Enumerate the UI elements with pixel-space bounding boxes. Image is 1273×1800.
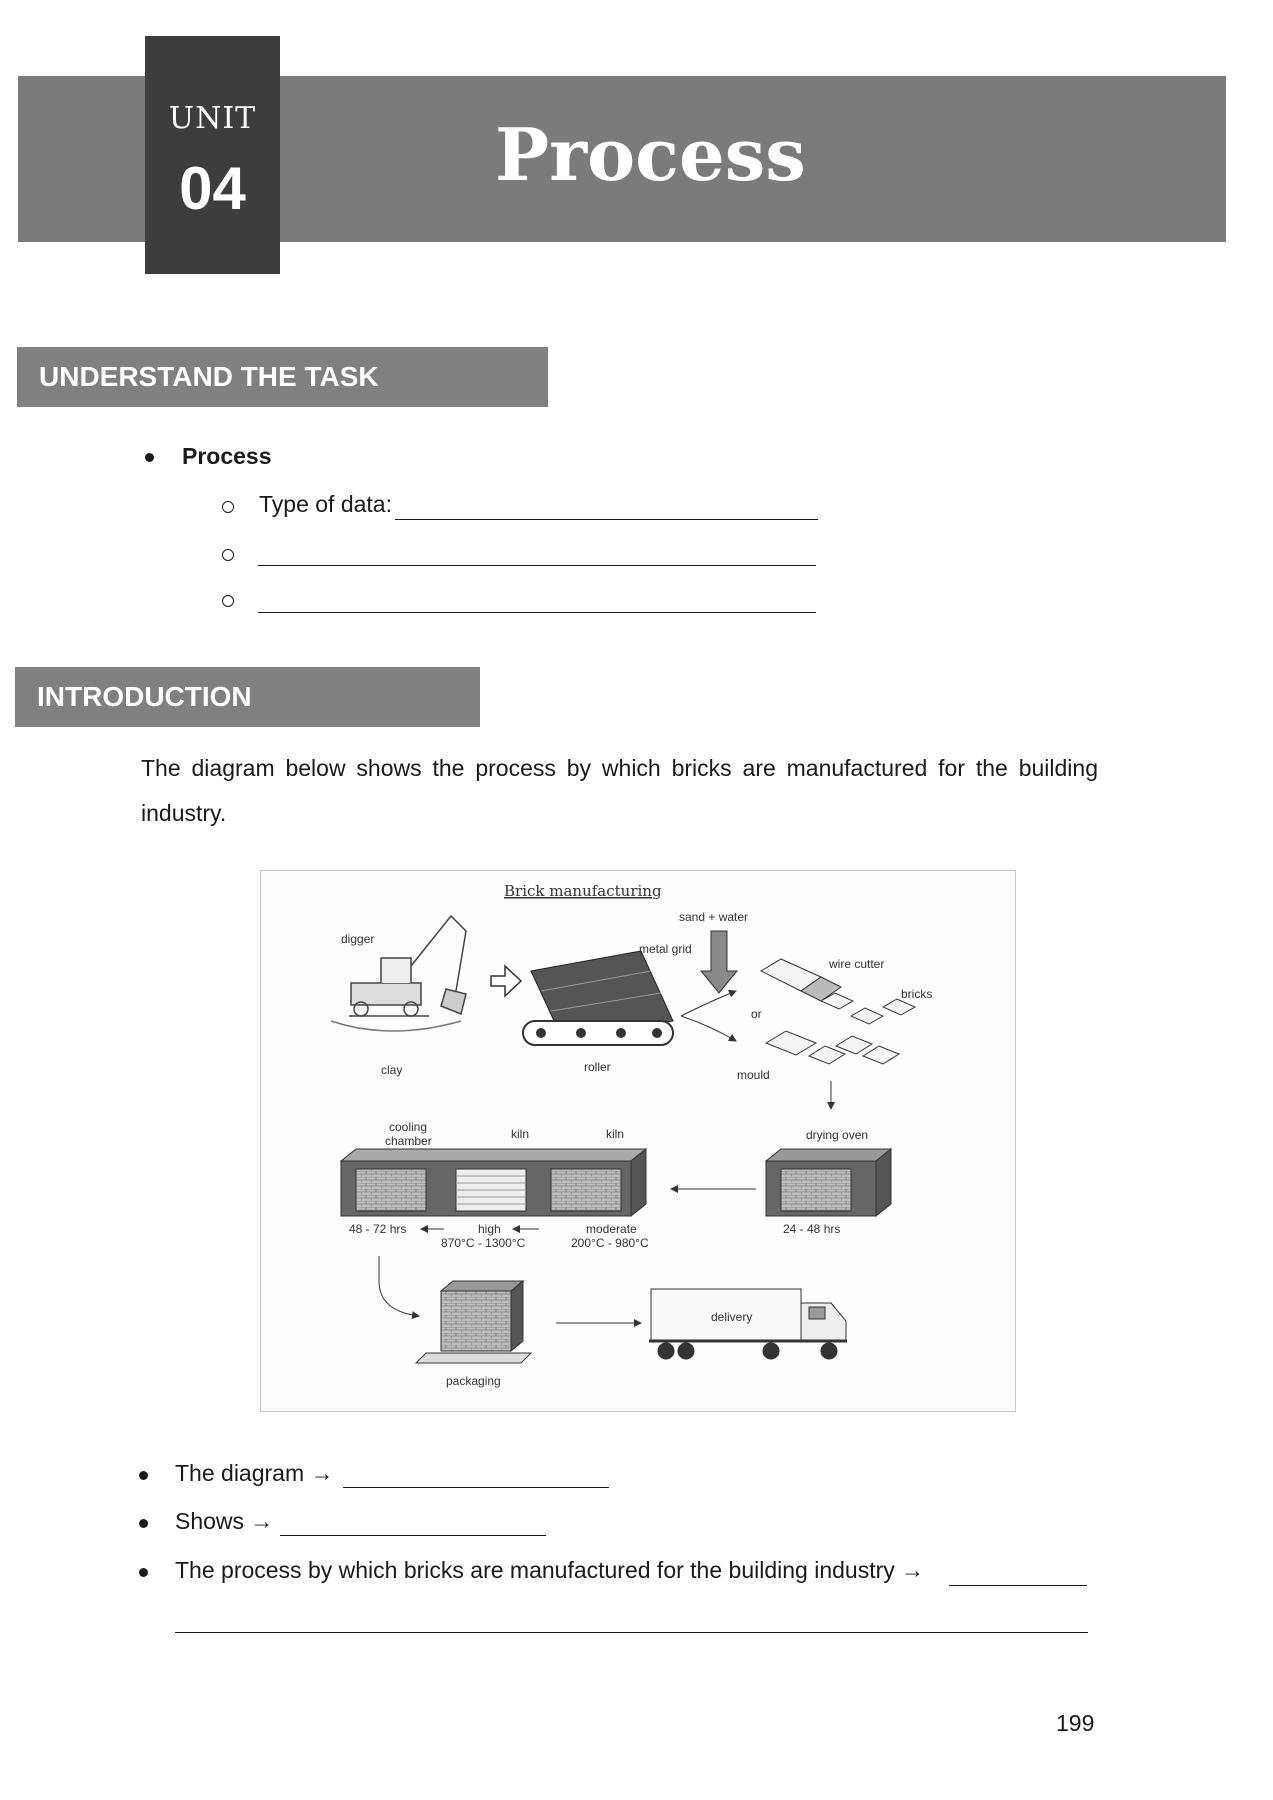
kiln-label-high: kiln — [511, 1127, 530, 1141]
diagram-title: Brick manufacturing — [504, 882, 662, 900]
drying-oven-label: drying oven — [806, 1128, 869, 1142]
mould-icon — [766, 1031, 899, 1064]
unit-number: 04 — [179, 155, 246, 222]
bullet-dot — [139, 1471, 148, 1480]
high-label: high — [478, 1222, 501, 1236]
cooling-chamber-label-2: chamber — [385, 1134, 432, 1148]
mould-label: mould — [737, 1068, 770, 1082]
kiln-tunnel-icon — [341, 1149, 646, 1216]
or-label: or — [751, 1007, 762, 1021]
question-diagram-answer-line[interactable] — [343, 1487, 609, 1488]
delivery-truck-icon — [649, 1289, 847, 1359]
subitem-answer-line[interactable] — [258, 612, 816, 613]
sub-bullet-circle — [222, 501, 234, 513]
hollow-arrow-icon — [491, 966, 521, 996]
question-process-answer-line-2[interactable] — [175, 1632, 1088, 1633]
bullet-dot — [139, 1568, 148, 1577]
clay-label: clay — [381, 1063, 403, 1077]
type-of-data-answer-line[interactable] — [395, 519, 818, 520]
cooling-chamber-label: cooling — [389, 1120, 428, 1134]
intro-paragraph: The diagram below shows the process by which bricks are manufactured for the building industry. — [141, 755, 1098, 826]
sub-bullet-circle — [222, 595, 234, 607]
diagram-svg — [261, 871, 1015, 1411]
high-temp-label: 870°C - 1300°C — [441, 1236, 526, 1250]
roller-label: roller — [584, 1060, 611, 1074]
page-number: 199 — [1056, 1710, 1095, 1736]
bullet-dot — [139, 1519, 148, 1528]
sub-bullet-circle — [222, 549, 234, 561]
kiln-label-moderate: kiln — [606, 1127, 625, 1141]
question-process-answer-line[interactable] — [949, 1585, 1087, 1586]
section-heading-understand-task: UNDERSTAND THE TASK — [17, 347, 548, 407]
process-bullet: Process — [182, 443, 272, 469]
delivery-label: delivery — [711, 1310, 753, 1324]
sand-water-label: sand + water — [679, 910, 749, 924]
question-shows: Shows → — [175, 1508, 274, 1534]
conveyor-roller-icon — [523, 951, 673, 1045]
bullet-dot — [145, 453, 154, 462]
moderate-temp-label: 200°C - 980°C — [571, 1236, 649, 1250]
wire-cutter-label: wire cutter — [829, 957, 885, 971]
flow-arrow — [379, 1256, 419, 1316]
unit-badge — [145, 36, 280, 274]
flow-arrow — [681, 991, 736, 1016]
brick-manufacturing-diagram — [260, 870, 1016, 1412]
drying-oven-icon — [766, 1149, 891, 1216]
unit-label: UNIT — [168, 101, 257, 136]
section-heading-introduction: INTRODUCTION — [15, 667, 480, 727]
subitem-answer-line[interactable] — [258, 565, 816, 566]
page-title: Process — [495, 112, 806, 197]
type-of-data-label: Type of data: — [259, 491, 392, 517]
drying-time-label: 24 - 48 hrs — [783, 1222, 841, 1236]
flow-arrow — [681, 1016, 736, 1041]
question-process: The process by which bricks are manufactured for the building industry → — [175, 1557, 925, 1583]
bricks-label: bricks — [901, 987, 933, 1001]
metal-grid-label: metal grid — [639, 942, 692, 956]
question-diagram: The diagram → — [175, 1460, 334, 1486]
sand-water-arrow-icon — [701, 931, 737, 993]
moderate-label: moderate — [586, 1222, 637, 1236]
question-shows-answer-line[interactable] — [280, 1535, 546, 1536]
digger-label: digger — [341, 932, 375, 946]
packaging-label: packaging — [446, 1374, 501, 1388]
packaging-icon — [416, 1281, 531, 1363]
cooling-time-label: 48 - 72 hrs — [349, 1222, 407, 1236]
